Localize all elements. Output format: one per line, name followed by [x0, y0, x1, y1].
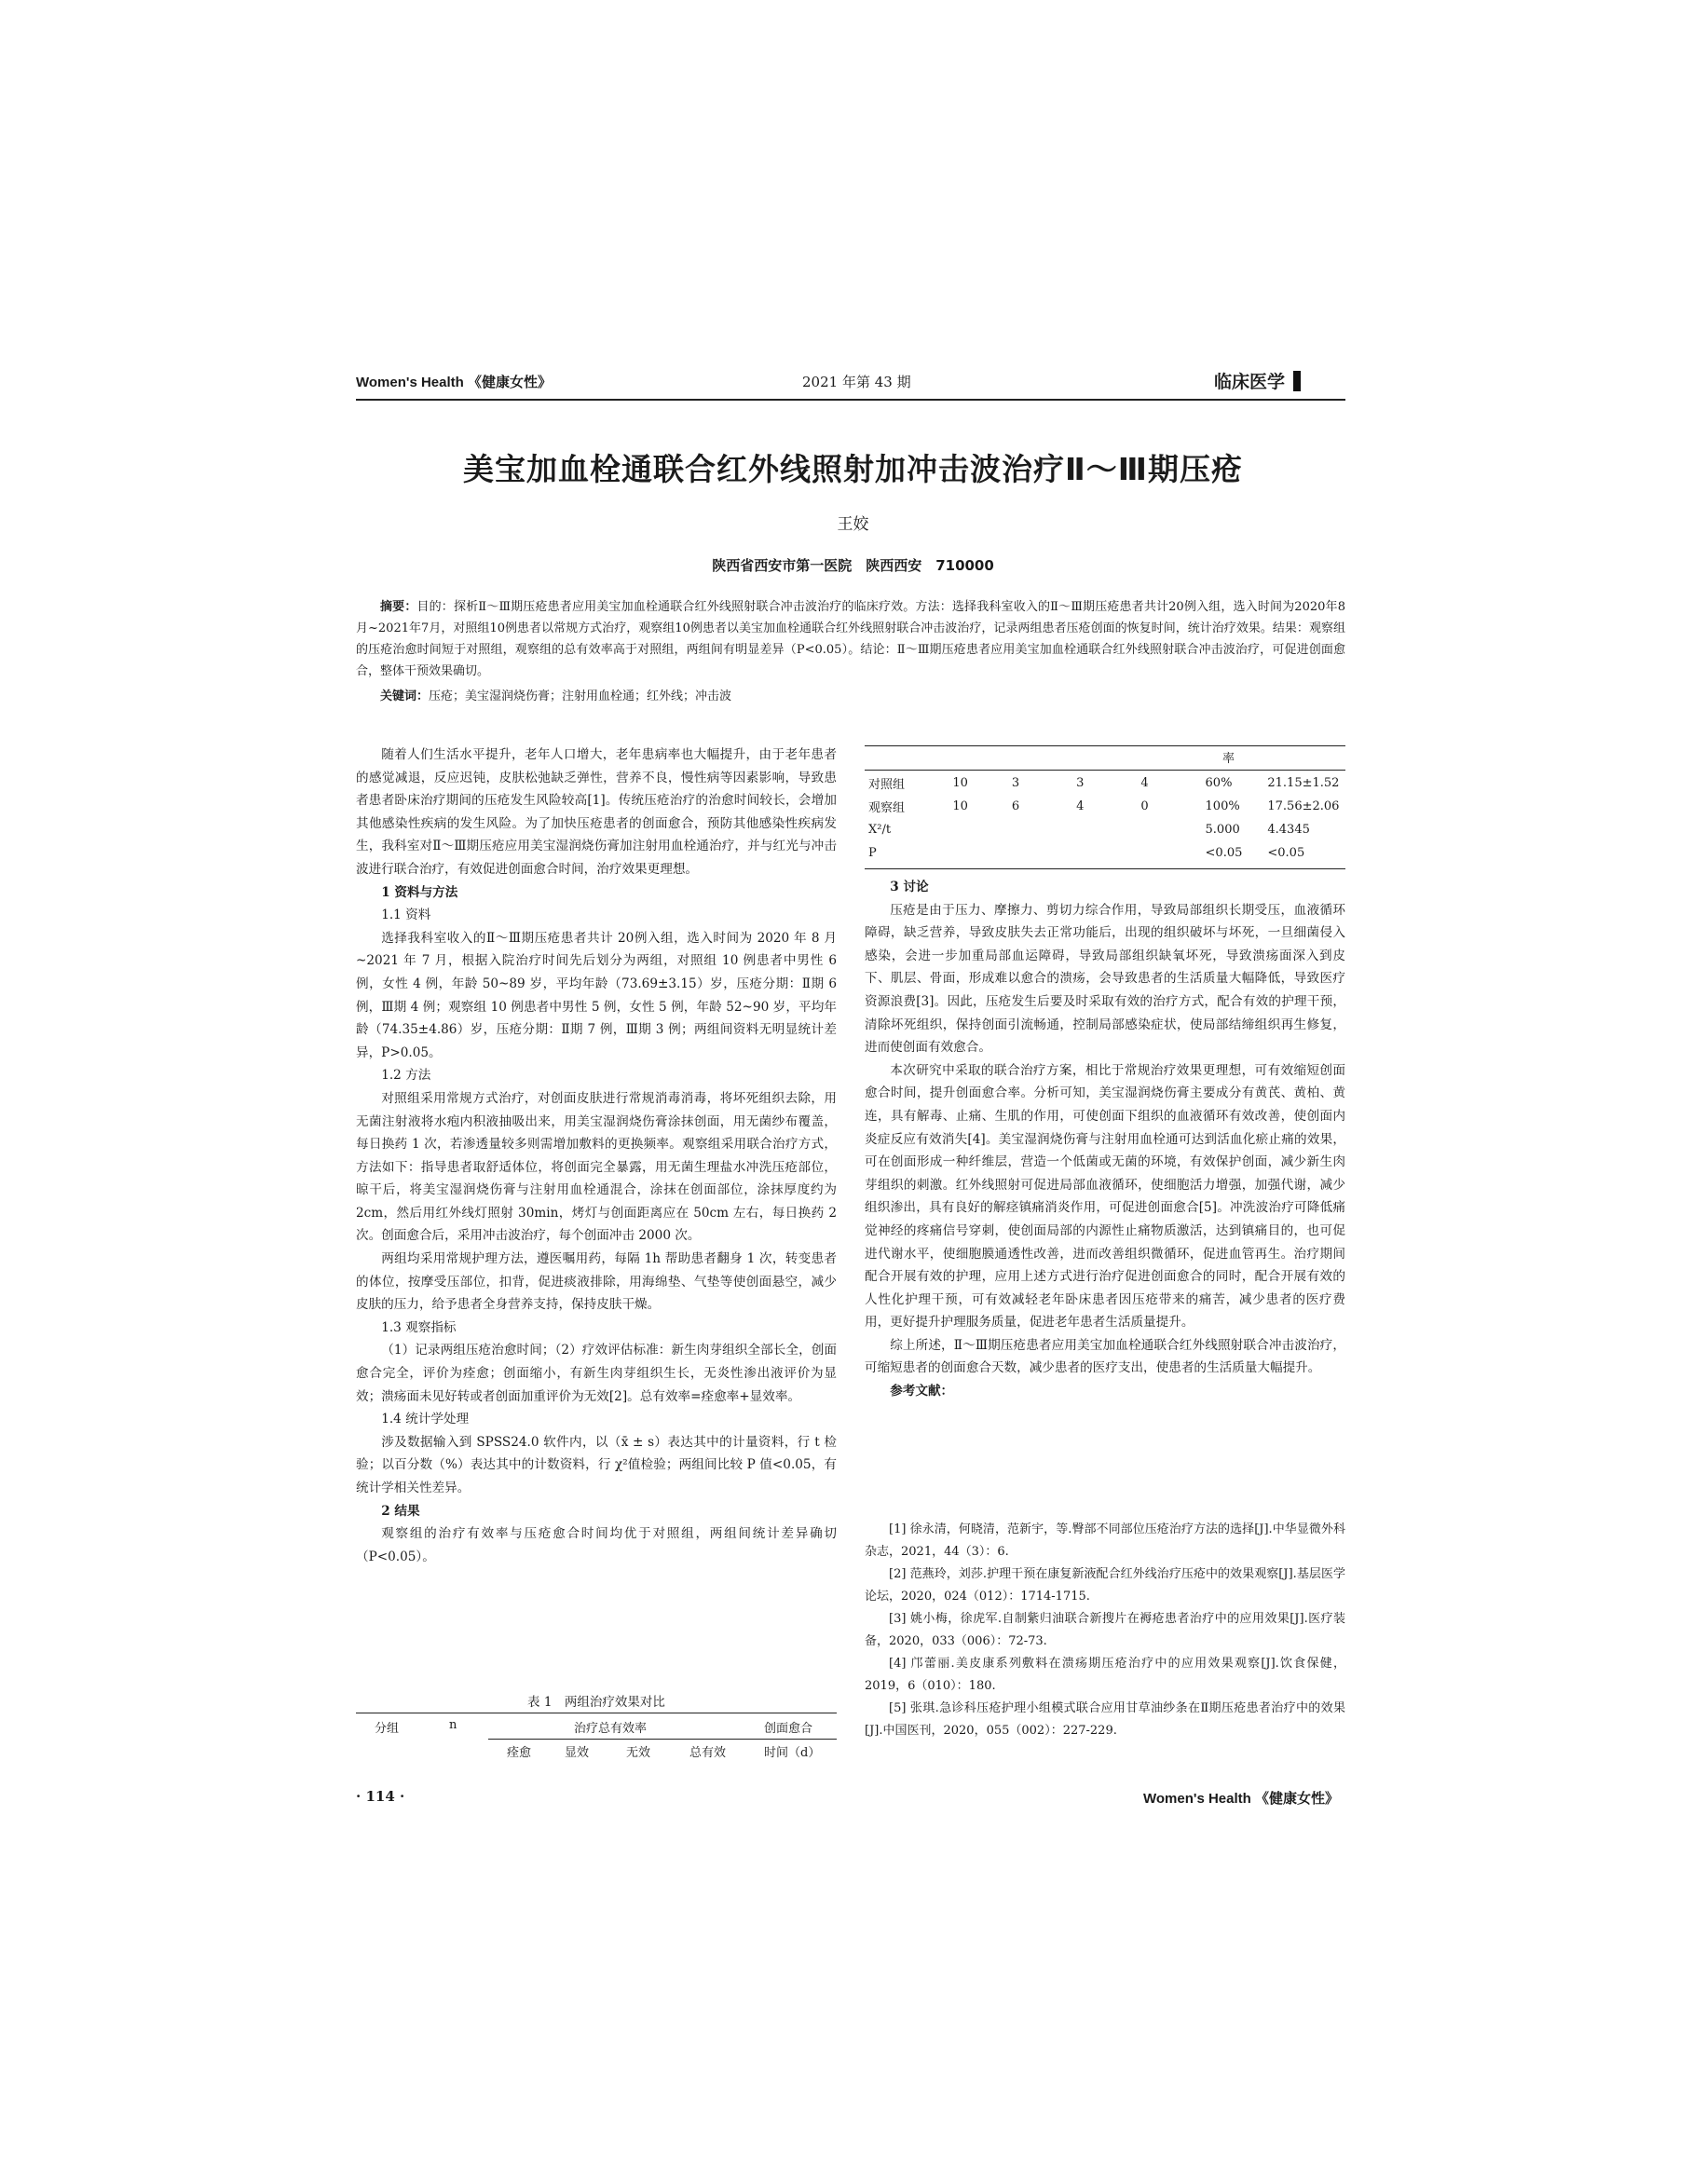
reference-item: [1] 徐永清，何晓清，范新宇，等.臀部不同部位压疮治疗方法的选择[J].中华显微外科杂志，2021，44（3）：6. [865, 1522, 1345, 1559]
table-cell: 6 [1011, 799, 1020, 813]
paragraph-1-2a: 对照组采用常规方式治疗，对创面皮肤进行常规消毒消毒，将坏死组织去除，用无菌注射液将水疱内积液抽吸出来，用美宝湿润烧伤膏涂抹创面，用无菌纱布覆盖，每日换药 1 次，若渗透量较多则需增加敷料的更换频率。观察组采用联合治疗方式，方法如下：指导患者取舒适体位，将创面完全暴露，用无菌生理盐水冲洗压疮部位，晾干后，将美宝湿润烧伤膏与注射用血栓通混合，涂抹在创面部位，涂抹厚度约为 2cm，然后用红外线灯照射 30min，烤灯与创面距离应在 50cm 左右，每日换药 2 次。创面愈合后，采用冲击波治疗，每个创面冲击 2000 次。 [356, 1090, 837, 1244]
table-cell: 观察组 [868, 801, 906, 815]
section-heading-1: 1 资料与方法 [381, 884, 458, 900]
page-number: · 114 · [356, 1788, 405, 1805]
table-row [865, 771, 1345, 795]
keywords-paragraph [356, 686, 1345, 707]
affiliation: 陕西省西安市第一医院 陕西西安 710000 [712, 557, 994, 574]
table-cell [949, 818, 1008, 841]
subsection-heading-1-1: 1.1 资料 [381, 908, 431, 923]
reference-item: [2] 范燕玲，刘莎.护理干预在康复新液配合红外线治疗压疮中的效果观察[J].基层医学论坛，2020，024（012）：1714-1715. [865, 1567, 1345, 1604]
table-cell: 10 [952, 799, 968, 813]
discussion-paragraph-2: 本次研究中采取的联合治疗方案，相比于常规治疗效果更理想，可有效缩短创面愈合时间，提升创面愈合率。分析可知，美宝湿润烧伤膏主要成分有黄芪、黄柏、黄连，具有解毒、止痛、生肌的作用，可使创面下组织的血液循环有效改善，使创面内炎症反应有效消失[4]。美宝湿润烧伤膏与注射用血栓通可达到活血化瘀止痛的效果，可在创面形成一种纤维层，营造一个低菌或无菌的环境，有效保护创面，减少新生肉芽组织的刺激。红外线照射可促进局部血液循环，使细胞活力增强，加强代谢，减少组织渗出，具有良好的解痉镇痛消炎作用，可促进创面愈合[5]。冲洗波治疗可降低痛觉神经的疼痛信号穿刺，使创面局部的内源性止痛物质激活，达到镇痛目的，也可促进代谢水平，使细胞膜通透性改善，进而改善组织微循环，促进血管再生。治疗期间配合开展有效的护理，应用上述方式进行治疗促进创面愈合的同时，配合开展有效的人性化护理干预，可有效减轻老年卧床患者因压疮带来的痛苦，减少患者的医疗费用，更好提升护理服务质量，促进老年患者生活质量提升。 [865, 1062, 1345, 1331]
table-cont-head: 率 [1222, 752, 1235, 766]
paragraph-1-3: （1）记录两组压疮治愈时间；（2）疗效评估标准：新生肉芽组织全部长全，创面愈合完全，评价为痊愈；创面缩小，有新生肉芽组织生长，无炎性渗出液评价为显效；溃疡面未见好转或者创面加重评价为无效[2]。总有效率=痊愈率+显效率。 [356, 1343, 837, 1404]
table-cell [1008, 841, 1072, 865]
col-group: 分组 [375, 1722, 400, 1736]
table-cell: 4.4345 [1267, 823, 1310, 837]
header-rule [356, 399, 1345, 401]
table-cell [1008, 818, 1072, 841]
table-cell [1137, 841, 1201, 865]
col-time: 时间（d） [764, 1746, 821, 1760]
paragraph-1-1: 选择我科室收入的Ⅱ～Ⅲ期压疮患者共计 20例入组，选入时间为 2020 年 8 月~2021 年 7 月，根据入院治疗时间先后划分为两组，对照组 10 例患者中男性 6 例，女性 4 例，年龄 50~89 岁，平均年龄（73.69±3.15）岁，压疮分期：Ⅱ期 6 例，Ⅲ期 4 例；观察组 10 例患者中男性 5 例，女性 5 例，年龄 52~90 岁，平均年龄（74.35±4.86）岁，压疮分期：Ⅱ期 7 例，Ⅲ期 3 例；两组间资料无明显统计差异，P>0.05。 [356, 930, 837, 1060]
discussion-paragraph-3: 综上所述，Ⅱ～Ⅲ期压疮患者应用美宝加血栓通联合红外线照射联合冲击波治疗，可缩短患者的创面愈合天数，减少患者的医疗支出，使患者的生活质量大幅提升。 [865, 1337, 1345, 1376]
section-label [1214, 368, 1301, 393]
table-cell: 3 [1076, 776, 1085, 790]
issue-label: 2021 年第 43 期 [802, 374, 911, 390]
table-cell: P [868, 846, 877, 860]
table-cell: 4 [1076, 799, 1085, 813]
table-cell: 5.000 [1205, 823, 1240, 837]
section-text: 临床医学 [1214, 373, 1286, 392]
col-total: 总有效 [689, 1746, 727, 1760]
table-cell: 17.56±2.06 [1267, 799, 1340, 813]
col-healing: 创面愈合 [764, 1722, 813, 1736]
table-cell [1137, 818, 1201, 841]
abstract-paragraph [356, 596, 1345, 682]
table-row [865, 818, 1345, 841]
table-head [356, 1714, 837, 1767]
keywords-text: 压疮；美宝湿润烧伤膏；注射用血栓通；红外线；冲击波 [429, 689, 732, 703]
reference-item: [4] 邝蕾丽.美皮康系列敷料在溃疡期压疮治疗中的应用效果观察[J].饮食保健，2019，6（010）：180. [865, 1657, 1345, 1693]
section-heading-3: 3 讨论 [890, 880, 929, 894]
table-cell [1072, 818, 1137, 841]
paragraph-1-2b: 两组均采用常规护理方法，遵医嘱用药，每隔 1h 帮助患者翻身 1 次，转变患者的体位，按摩受压部位，扣背，促进痰液排除，用海绵垫、气垫等使创面悬空，减少皮肤的压力，给予患者全身营养支持，保持皮肤干燥。 [356, 1251, 837, 1313]
table-cell: 对照组 [868, 778, 906, 792]
table-cell: 4 [1140, 776, 1149, 790]
table-cell: X²/t [868, 823, 892, 837]
journal-name-header: Women's Health 《健康女性》 [356, 375, 552, 390]
table-cont-top-rule [865, 745, 1345, 746]
references-heading: 参考文献： [890, 1384, 954, 1399]
table-cell: 0 [1140, 799, 1149, 813]
right-column [865, 876, 1345, 1403]
col-invalid: 无效 [626, 1746, 651, 1760]
table-cell [949, 841, 1008, 865]
keywords-label: 关键词： [380, 689, 430, 703]
section-heading-2: 2 结果 [381, 1503, 420, 1519]
abstract-label: 摘要： [380, 600, 417, 614]
table-caption: 表 1 两组治疗效果对比 [527, 1695, 665, 1710]
references-list [865, 1519, 1345, 1742]
journal-name-footer: Women's Health 《健康女性》 [1143, 1791, 1339, 1807]
table-row [865, 795, 1345, 818]
table-row [865, 841, 1345, 865]
table-cell: 21.15±1.52 [1267, 776, 1340, 790]
table-cont-head-rule [865, 770, 1345, 771]
paragraph-1-4: 涉及数据输入到 SPSS24.0 软件内，以（x̄ ± s）表达其中的计量资料，行 t 检验；以百分数（%）表达其中的计数资料，行 χ²值检验；两组间比较 P 值<0.05，有统计学相关性差异。 [356, 1434, 837, 1495]
col-total-effective: 治疗总有效率 [574, 1722, 648, 1736]
results-table [865, 771, 1345, 865]
subsection-heading-1-2: 1.2 方法 [381, 1068, 431, 1084]
table-cell [1072, 841, 1137, 865]
left-column [356, 744, 837, 1568]
table-bottom-rule [865, 868, 1345, 869]
intro-paragraph: 随着人们生活水平提升，老年人口增大，老年患病率也大幅提升，由于老年患者的感觉减退，反应迟钝，皮肤松弛缺乏弹性，营养不良，慢性病等因素影响，导致患者患者卧床治疗期间的压疮发生风险较高[1]。传统压疮治疗的治愈时间较长，会增加其他感染性疾病的发生风险。为了加快压疮患者的创面愈合，预防其他感染性疾病发生，我科室对Ⅱ～Ⅲ期压疮应用美宝湿润烧伤膏加注射用血栓通治疗，并与红光与冲击波进行联合治疗，有效促进创面愈合时间，治疗效果更理想。 [356, 747, 837, 877]
subsection-heading-1-3: 1.3 观察指标 [381, 1319, 457, 1335]
col-marked: 显效 [565, 1746, 590, 1760]
col-n: n [449, 1718, 457, 1732]
table-cell: 100% [1205, 799, 1240, 813]
abstract-text: 目的：探析Ⅱ～Ⅲ期压疮患者应用美宝加血栓通联合红外线照射联合冲击波治疗的临床疗效。方法：选择我科室收入的Ⅱ～Ⅲ期压疮患者共计20例入组，选入时间为2020年8月~2021年7月，对照组10例患者以常规方式治疗，观察组10例患者以美宝加血栓通联合红外线照射联合冲击波治疗，记录两组患者压疮创面的恢复时间，统计治疗效果。结果：观察组的压疮治愈时间短于对照组，观察组的总有效率高于对照组，两组间有明显差异（P<0.05）。结论：Ⅱ～Ⅲ期压疮患者应用美宝加血栓通联合红外线照射联合冲击波治疗，可促进创面愈合，整体干预效果确切。 [356, 600, 1345, 678]
subsection-heading-1-4: 1.4 统计学处理 [381, 1412, 470, 1427]
discussion-paragraph-1: 压疮是由于压力、摩擦力、剪切力综合作用，导致局部组织长期受压，血液循环障碍，缺乏营养，导致皮肤失去正常功能后，出现的组织破坏与坏死，一旦细菌侵入感染，会进一步加重局部血运障碍，导致局部组织缺氧坏死，导致溃疡面深入到皮下、肌层、骨面，形成难以愈合的溃疡，会导致患者的生活质量大幅降低，导致医疗资源浪费[3]。因此，压疮发生后要及时采取有效的治疗方式，配合有效的护理干预，清除坏死组织，保持创面引流畅通，控制局部感染症状，使局部结缔组织再生修复，进而使创面有效愈合。 [865, 902, 1345, 1056]
paragraph-2: 观察组的治疗有效率与压疮愈合时间均优于对照组，两组间统计差异确切（P<0.05）。 [356, 1526, 837, 1564]
table-cell: <0.05 [1267, 846, 1305, 860]
table-sub-rule [488, 1739, 837, 1740]
table-cell: <0.05 [1205, 846, 1243, 860]
table-cell: 3 [1011, 776, 1020, 790]
reference-item: [3] 姚小梅，徐虎军.自制紫归油联合新搜片在褥疮患者治疗中的应用效果[J].医疗装备，2020，033（006）：72-73. [865, 1612, 1345, 1648]
table-cell: 60% [1205, 776, 1233, 790]
article-title: 美宝加血栓通联合红外线照射加冲击波治疗Ⅱ～Ⅲ期压疮 [463, 451, 1243, 487]
author-name: 王姣 [837, 515, 869, 534]
col-cured: 痊愈 [507, 1746, 532, 1760]
table-cell: 10 [952, 776, 968, 790]
section-bar-icon [1293, 371, 1301, 391]
abstract-block [356, 596, 1345, 707]
reference-item: [5] 张琪.急诊科压疮护理小组模式联合应用甘草油纱条在Ⅱ期压疮患者治疗中的效果[J].中国医刊，2020，055（002）：227-229. [865, 1701, 1346, 1738]
